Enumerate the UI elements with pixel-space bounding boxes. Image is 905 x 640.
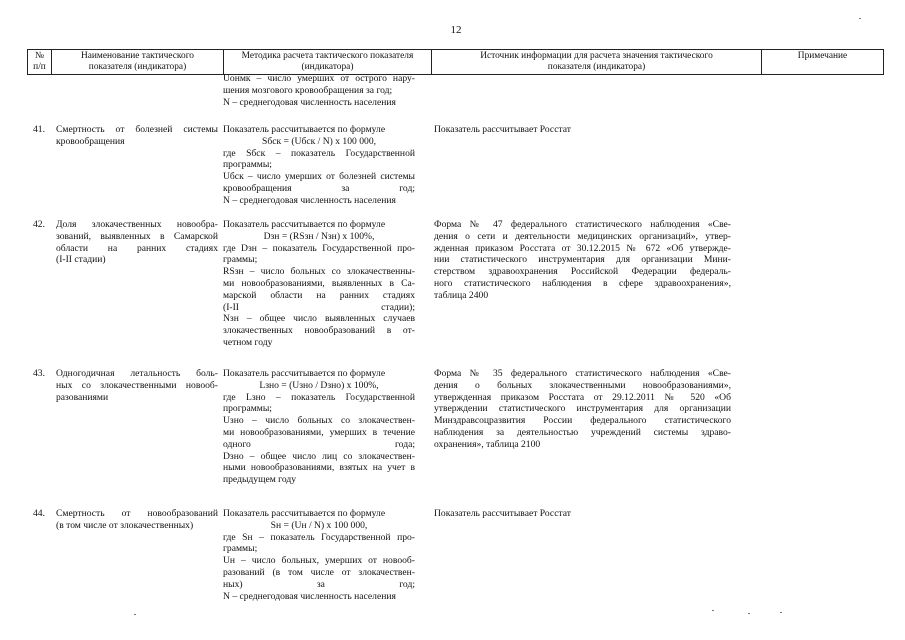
calculation-method-line: программы; [223, 159, 272, 171]
indicator-name [56, 124, 218, 148]
information-source-line: дения о сети и деятельности медицинских организаций», утвер- [434, 230, 731, 242]
calculation-method-line: ными новообразованиями, взятых на учет в [223, 462, 415, 474]
information-source-line: дения о больных злокачественными новообразованиями», [434, 379, 731, 391]
calculation-method-line: разований (в том числе от злокачествен- [223, 566, 415, 578]
row-number [27, 219, 51, 231]
information-source-line: ного статистического наблюдения в сфере здравоохранения», [434, 277, 731, 289]
indicator-name-line: (I-II стадии) [56, 254, 106, 266]
calculation-method-line: граммы; [223, 543, 258, 555]
indicator-name-line: зований, выявленных в Самарской [56, 230, 218, 242]
calculation-method-line: RSзн – число больных со злокачественны- [223, 266, 415, 278]
header-source [431, 50, 761, 74]
calculation-method-line: N – среднегодовая численность населения [223, 194, 396, 206]
header-method [223, 50, 431, 74]
information-source-line: нии статистического инструментария для организации Мини- [434, 254, 731, 266]
calculation-method-line: предыдущем году [223, 474, 297, 486]
header-note [761, 50, 884, 74]
header-text-line: Методика расчета тактического показателя [241, 51, 414, 61]
indicator-name [56, 508, 218, 532]
calculation-method-line: где Sн – показатель Государственной про- [223, 531, 415, 543]
continuation-method-line: Uонмк – число умерших от острого нару- [223, 73, 415, 84]
scan-speck [748, 613, 750, 614]
indicator-name-line: Одногодичная летальность боль- [56, 368, 218, 379]
calculation-method-line: Показатель рассчитывается по формуле [223, 219, 386, 230]
header-text-line: Наименование тактического [80, 51, 194, 61]
header-text-line: показателя (индикатора) [547, 62, 646, 72]
row-number-line: 44. [33, 508, 45, 519]
information-source-line: наблюдения за деятельностью учреждений системы здраво- [434, 426, 731, 438]
calculation-method-line: Nзн – общее число выявленных случаев [223, 313, 415, 325]
calculation-method-line: Sбск = (Uбск / N) x 100 000, [261, 135, 377, 147]
calculation-method-line: N – среднегодовая численность населения [223, 590, 396, 602]
information-source-line: таблица 2400 [434, 289, 489, 301]
calculation-method-line: ми новообразованиями, выявленных в Са- [223, 277, 415, 289]
calculation-method-line: Uбск – число умерших от болезней системы [223, 171, 415, 183]
continuation-method-line: шения мозгового кровообращения за год; [223, 84, 393, 96]
calculation-method-line: четном году [223, 336, 273, 348]
information-source [434, 219, 731, 302]
indicator-name-line: Смертность от новообразований [56, 508, 218, 519]
information-source [434, 508, 731, 520]
calculation-method [223, 368, 415, 486]
header-text-line: показателя (индикатора) [88, 62, 187, 72]
row-number-line: 42. [33, 219, 45, 230]
indicator-name-line: (в том числе от злокачественных) [56, 519, 194, 531]
information-source-line: Форма № 35 федерального статистического наблюдения «Све- [434, 368, 731, 379]
indicator-name [56, 219, 218, 266]
calculation-method [223, 508, 415, 602]
indicator-name [56, 368, 218, 403]
scan-speck [859, 18, 861, 19]
calculation-method-line: марской области на ранних стадиях [223, 289, 415, 301]
information-source-line: жденная приказом Росстата от 30.12.2015 № 672 «Об утвержде- [434, 242, 731, 254]
calculation-method-line: ных) за год; [223, 578, 415, 590]
page-number: 12 [450, 24, 462, 36]
information-source [434, 124, 731, 136]
information-source-line: Показатель рассчитывает Росстат [434, 124, 571, 135]
indicator-name-line: Доля злокачественных новообра- [56, 219, 218, 230]
information-source-line: стерством здравоохранения Российской Федерации федераль- [434, 266, 731, 278]
calculation-method [223, 219, 415, 349]
continuation-method-line: N – среднегодовая численность населения [223, 96, 396, 108]
information-source-line: Форма № 47 федерального статистического наблюдения «Све- [434, 219, 731, 230]
calculation-method-line: (I-II стадии); [223, 301, 415, 313]
scan-speck [780, 612, 782, 613]
indicator-name-line: ных со злокачественными новооб- [56, 379, 218, 391]
header-text-line: Источник информации для расчета значения тактического [480, 51, 713, 61]
table-header [27, 49, 884, 75]
information-source-line: утвержденная приказом Росстата от 29.12.2011 № 520 «Об [434, 391, 731, 403]
row-number [27, 368, 51, 380]
header-text-line: № [35, 51, 44, 61]
information-source [434, 368, 731, 451]
calculation-method-line: где Sбск – показатель Государственной [223, 147, 415, 159]
row-number [27, 124, 51, 136]
calculation-method-line: Uн – число больных, умерших от новооб- [223, 555, 415, 567]
information-source-line: Показатель рассчитывает Росстат [434, 508, 571, 519]
calculation-method-line: граммы; [223, 254, 258, 266]
indicator-name-line: кровообращения [56, 135, 125, 147]
calculation-method-line: злокачественных новообразований в от- [223, 325, 415, 337]
calculation-method-line: Dзн = (RSзн / Nзн) x 100%, [263, 230, 375, 242]
row-number [27, 508, 51, 520]
calculation-method-line: программы; [223, 403, 272, 415]
calculation-method-line: Uзно – число больных со злокачествен- [223, 415, 415, 427]
row-number-line: 41. [33, 124, 45, 135]
calculation-method-line: Dзно – общее число лиц со злокачествен- [223, 450, 415, 462]
calculation-method-line: кровообращения за год; [223, 182, 415, 194]
scan-speck [134, 614, 136, 615]
information-source-line: утверждении статистического инструментария для организации [434, 403, 731, 415]
row-number-line: 43. [33, 368, 45, 379]
header-text-line: (индикатора) [301, 62, 354, 72]
calculation-method-line: где Dзн – показатель Государственной про- [223, 242, 415, 254]
calculation-method-line: Показатель рассчитывается по формуле [223, 368, 386, 379]
indicator-name-line: разованиями [56, 391, 109, 403]
indicator-name-line: Смертность от болезней системы [56, 124, 218, 135]
information-source-line: охранения», таблица 2100 [434, 438, 541, 450]
scan-speck [712, 610, 714, 611]
calculation-method-line: Lзно = (Uзно / Dзно) x 100%, [259, 379, 379, 391]
header-name [51, 50, 223, 74]
calculation-method-line: Показатель рассчитывается по формуле [223, 508, 386, 519]
calculation-method-line: Показатель рассчитывается по формуле [223, 124, 386, 135]
calculation-method-line: одного года; [223, 438, 415, 450]
indicator-name-line: области на ранних стадиях [56, 242, 218, 254]
calculation-method-line: ми новообразованиями, умерших в течение [223, 426, 415, 438]
information-source-line: Минздравсоцразвития России федерального статистического [434, 415, 731, 427]
header-num [27, 50, 51, 74]
calculation-method [223, 124, 415, 207]
calculation-method-line: Sн = (Uн / N) x 100 000, [270, 519, 368, 531]
header-text-line: п/п [33, 62, 46, 72]
header-text-line: Примечание [797, 51, 848, 61]
continuation-method [223, 73, 415, 108]
calculation-method-line: где Lзно – показатель Государственной [223, 391, 415, 403]
